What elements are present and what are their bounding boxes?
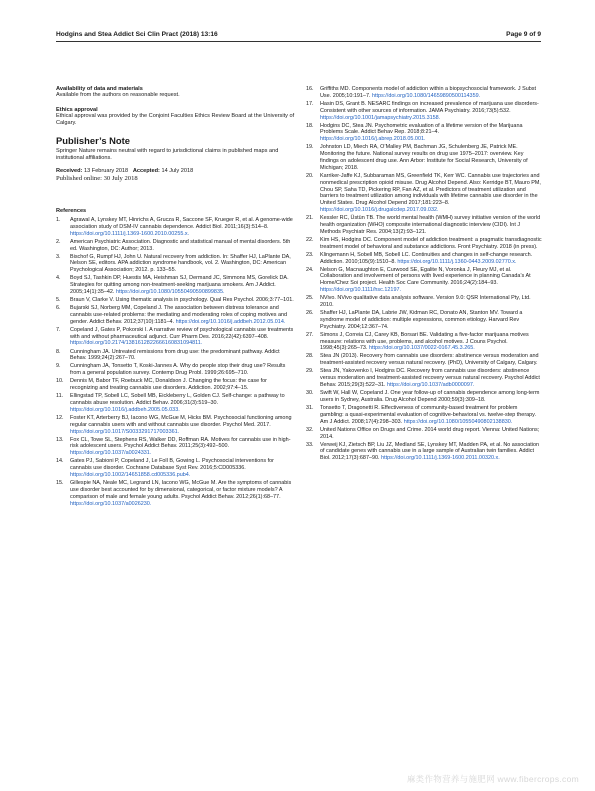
reference-item	[56, 480, 296, 507]
reference-doi-link[interactable]: https://doi.org/10.1037/0022-0167.45.3.265.	[368, 345, 475, 352]
reference-doi-link[interactable]: https://doi.org/10.1080/10550490590899835.	[115, 289, 225, 295]
reference-number: 29.	[306, 368, 314, 375]
reference-number: 24.	[306, 266, 314, 273]
reference-doi-link[interactable]: https://doi.org/10.1111/j.1369-1600.2011.00320.x.	[381, 455, 500, 462]
availability-section	[56, 86, 296, 99]
reference-text: Hodgins DC, Stea JN. Psychometric evaluation of a lifetime version of the Marijuana Problems Scale. Addict Behav Rep. 2018;8:21–4.	[320, 122, 523, 136]
reference-number: 12.	[56, 414, 64, 421]
reference-item	[306, 310, 542, 331]
reference-number: 14.	[56, 458, 64, 465]
reference-item	[306, 368, 542, 389]
reference-text: Nelson G, Macnaughton E, Curwood SE, Egalite N, Voronka J, Fleury MJ, et al. Collaboration and involvement of persons with lived experience in planning Canada’s At Home/Chez Soi project. Health Soc Care Community. 2016;24(2):184–93.	[320, 266, 531, 287]
reference-text: Fox CL, Towe SL, Stephens RS, Walker DD, Roffman RA. Motives for cannabis use in high-risk adolescent users. Psychol Addict Behav. 2011;25(3):492–500.	[70, 436, 291, 450]
reference-number: 27.	[306, 331, 314, 338]
reference-doi-link[interactable]: https://doi.org/10.1037/adb0000097.	[387, 382, 475, 389]
reference-text: Karriker-Jaffe KJ, Subbaraman MS, Greenfield TK, Kerr WC. Cannabis use trajectories and nonmedical prescription opioid misuse. Drug Alcohol Depend. Also: Kerridge BT, Mauro PM, Chou SP, Saha TD, Pickering RP, Fan AZ, et al. Predictors of treatment utilization and barriers to treatment utilization among individuals with lifetime cannabis use disorder in the United States. Drug Alcohol Depend 2017;181:223–8.	[320, 172, 541, 207]
reference-item	[56, 363, 296, 377]
reference-text: Cunningham JA, Tonsetto T, Koski-Jannes A. Why do people stop their drug use? Results from a general population survey. Contemp Drug Probl. 1999;26:695–710.	[70, 363, 286, 377]
reference-doi-link[interactable]: https://doi.org/10.1037/a0026230.	[70, 500, 152, 507]
reference-number: 33.	[306, 441, 314, 448]
publisher-note-text: Springer Nature remains neutral with regard to jurisdictional claims in published maps and institutional affiliations.	[56, 148, 279, 161]
reference-item	[306, 267, 542, 294]
reference-list-right	[306, 86, 542, 462]
reference-item	[306, 405, 542, 426]
reference-item	[306, 442, 542, 463]
reference-item	[306, 123, 542, 144]
reference-text: Boyd SJ, Tashkin DP, Huestis MA, Heishman SJ, Dermand JC, Simmons MS, Gorelick DA. Strategies for quitting among non-treatment-seeking marijuana smokers. Am J Addict. 2005;14(1):35–42.	[70, 275, 289, 295]
reference-item	[306, 144, 542, 171]
reference-item	[56, 275, 296, 296]
article-dates	[56, 168, 296, 175]
availability-title: Availability of data and materials	[56, 86, 143, 92]
reference-text: Griffiths MD. Components model of addiction within a biopsychosocial framework. J Subst Use. 2005;10:191–7.	[320, 86, 536, 99]
header-rule	[56, 41, 541, 42]
reference-number: 25.	[306, 295, 314, 302]
reference-number: 28.	[306, 353, 314, 360]
reference-number: 22.	[306, 236, 314, 243]
reference-text: Johnston LD, Miech RA, O’Malley PM, Bachman JG, Schulenberg JE, Patrick ME. Monitoring the future. National survey results on drug use 1975–2017: overview. Key findings on adolescent drug use. Ann Arbor: Institute for Social Research, University of Michigan; 2018.	[320, 144, 528, 171]
reference-text: Agrawal A, Lynskey MT, Hinrichs A, Grucza R, Saccone SF, Krueger R, et al. A genome-wide association study of DSM-IV cannabis dependence. Addict Biol. 2011;16(3):514–8.	[70, 217, 293, 230]
reference-number: 9.	[56, 363, 61, 370]
reference-text: Bujarski SJ, Norberg MM, Copeland J. The association between distress tolerance and cannabis use-related problems: the mediating and moderating roles of coping motives and gender. Addict Behav. 2012;37(10):1181–4.	[70, 305, 288, 325]
reference-number: 2.	[56, 238, 61, 245]
reference-item	[306, 237, 542, 251]
reference-item	[306, 86, 542, 100]
availability-text: Available from the authors on reasonable request.	[56, 92, 180, 98]
reference-text: Stea JN, Yakovenko I, Hodgins DC. Recovery from cannabis use disorders: abstinence versus moderation and treatment-assisted recovery versus natural recovery. Psychol Addict Behav. 2015;29(3):522–31.	[320, 368, 540, 389]
reference-item	[56, 297, 296, 304]
reference-item	[306, 390, 542, 404]
reference-text: Verweij KJ, Zietsch BP, Liu JZ, Medland SE, Lynskey MT, Madden PA, et al. No association of candidate genes with cannabis use in a large sample of Australian twin families. Addict Biol. 2012;17(3):687–90.	[320, 441, 540, 462]
reference-doi-link[interactable]: https://doi.org/10.1080/10550490802138830.	[403, 418, 513, 425]
reference-text: Hasin DS, Grant B. NESARC findings on increased prevalence of marijuana use disorders-Consistent with other sources of information. JAMA Psychiatry. 2016;73(5):532.	[320, 100, 539, 114]
published-online-date: Published online: 30 July 2018	[56, 175, 138, 182]
received-label: Received:	[56, 168, 83, 174]
reference-number: 21.	[306, 215, 314, 222]
reference-number: 4.	[56, 275, 61, 282]
reference-item	[306, 295, 542, 309]
references-title: References	[56, 208, 87, 214]
reference-number: 23.	[306, 251, 314, 258]
reference-text: Shaffer HJ, LaPlante DA, Labrie JW, Kidman RC, Donato AN, Stanton MV. Toward a syndrome model of addiction: multiple expressions, common etiology. Harvard Rev Psychiatry. 2004;12:367–74.	[320, 310, 523, 330]
reference-doi-link[interactable]: https://doi.org/10.1111/j.1369-1600.2010.00255.x.	[70, 230, 190, 237]
reference-item	[56, 415, 296, 436]
reference-doi-link[interactable]: https://doi.org/10.1017/S0033291717003361.	[70, 428, 180, 435]
reference-text: Stea JN (2013). Recovery from cannabis use disorders: abstinence versus moderation and treatment-assisted recovery versus natural recovery. (PhD), University of Calgary, Calgary.	[320, 353, 539, 367]
reference-item	[56, 305, 296, 326]
reference-number: 3.	[56, 253, 61, 260]
reference-text: Braun V, Clarke V. Using thematic analysis in psychology. Qual Res Psychol. 2006;3:77–101.	[70, 297, 294, 304]
page-number: Page 9 of 9	[506, 31, 541, 38]
reference-doi-link[interactable]: https://doi.org/10.1001/jamapsychiatry.2015.3158.	[320, 114, 441, 121]
reference-number: 30.	[306, 390, 314, 397]
reference-text: Cunningham JA. Untreated remissions from drug use: the predominant pathway. Addict Behav. 1999;24(2):267–70.	[70, 348, 280, 362]
reference-text: Dennis M, Babor TF, Roebuck MC, Donaldson J. Changing the focus: the case for recognizing and treating cannabis use disorders. Addiction. 2002;97:4–15.	[70, 378, 267, 392]
ethics-text: Ethical approval was provided by the Conjoint Faculties Ethics Review Board at the University of Calgary.	[56, 113, 295, 126]
reference-text: Copeland J, Gates P, Pokorski I. A narrative review of psychological cannabis use treatments with and without pharmaceutical adjunct. Curr Pharm Des. 2016;22(42):6397–408.	[70, 326, 294, 340]
ethics-section	[56, 107, 296, 127]
reference-doi-link[interactable]: https://doi.org/10.1016/j.abrep.2018.05.001.	[320, 136, 426, 143]
reference-item	[306, 353, 542, 367]
reference-item	[56, 254, 296, 275]
reference-number: 11.	[56, 393, 64, 400]
reference-item	[306, 101, 542, 122]
reference-text: American Psychiatric Association. Diagnostic and statistical manual of mental disorders. 5th ed. Washington, DC: Author; 2013.	[70, 238, 291, 252]
reference-text: NVivo. NVivo qualitative data analysis software. Version 9.0: QSR International Pty, Ltd. 2010.	[320, 295, 531, 308]
reference-item	[306, 252, 542, 266]
accepted-label: Accepted:	[132, 168, 160, 174]
accepted-date: 14 July 2018	[161, 168, 194, 174]
reference-list-left	[56, 217, 296, 507]
reference-text: Kessler RC, Üstün TB. The world mental health (WMH) survey initiative version of the world health organization (WHO) composite international diagnostic interview (CIDI). Int J Methods Psychiatr Res. 2004;13(2):93–121.	[320, 215, 541, 235]
reference-text: United Nations Office on Drugs and Crime. 2014 world drug report. Vienna: United Nations; 2014.	[320, 426, 540, 440]
reference-item	[56, 378, 296, 392]
reference-text: Klingemann H, Sobell MB, Sobell LC. Continuities and changes in self-change research. Addiction. 2010;105(9):1510–8.	[320, 251, 533, 265]
reference-doi-link[interactable]: https://doi.org/10.1016/j.drugalcdep.2017.09.032.	[320, 207, 439, 214]
reference-text: Foster KT, Arterberry BJ, Iacono WG, McGue M, Hicks BM. Psychosocial functioning among regular cannabis users with and without cannabis use disorder. Psychol Med. 2017.	[70, 414, 292, 428]
reference-text: Ellingstad TP, Sobell LC, Sobell MB, Eickleberry L, Golden CJ. Self-change: a pathway to cannabis abuse resolution. Addict Behav. 2006;31(3):519–30.	[70, 393, 285, 406]
reference-number: 32.	[306, 426, 314, 433]
reference-text: Gates PJ, Sabioni P, Copeland J, Le Foll B, Gowing L. Psychosocial interventions for cannabis use disorder. Cochrane Database Syst Rev. 2016;5:CD005336.	[70, 458, 274, 472]
reference-number: 15.	[56, 480, 64, 486]
reference-number: 1.	[56, 217, 61, 223]
reference-item	[306, 332, 542, 353]
reference-item	[56, 239, 296, 253]
reference-doi-link[interactable]: https://doi.org/10.1016/j.addbeh.2012.05.014.	[175, 318, 286, 325]
reference-item	[56, 327, 296, 348]
reference-text: Swift W, Hall W, Copeland J. One year follow-up of cannabis dependence among long-term users in Sydney, Australia. Drug Alcohol Depend 2000;59(3):309–18.	[320, 390, 540, 403]
reference-doi-link[interactable]: https://doi.org/10.1016/j.addbeh.2005.05.033.	[70, 406, 180, 413]
reference-text: Simons J, Correia CJ, Carey KB, Borsari BE. Validating a five-factor marijuana motives measure: relations with use, problems, and alcohol motives. J Couns Psychol. 1998;45(3):265–73.	[320, 331, 529, 352]
reference-number: 20.	[306, 172, 314, 179]
reference-item	[306, 215, 542, 236]
reference-number: 31.	[306, 404, 314, 411]
reference-item	[56, 349, 296, 363]
reference-number: 6.	[56, 305, 61, 312]
publisher-note-section	[56, 135, 296, 162]
reference-number: 17.	[306, 100, 314, 107]
reference-item	[56, 458, 296, 479]
reference-number: 16.	[306, 86, 314, 92]
reference-text: Tonsetto T, Dragonetti R. Effectiveness of community-based treatment for problem gambling: a quasi-experimental evaluation of cognitive-behavioral vs. twelve-step therapy. Am J Addict. 2008;17(4):298–303.	[320, 404, 537, 425]
publisher-note-title: Publisher’s Note	[56, 135, 130, 146]
reference-doi-link[interactable]: https://doi.org/10.2174/1381612822666160831094811.	[70, 340, 203, 347]
right-column	[306, 86, 542, 463]
reference-item	[306, 173, 542, 214]
running-header-citation: Hodgins and Stea Addict Sci Clin Pract (2018) 13:16	[56, 31, 218, 38]
reference-item	[56, 437, 296, 458]
reference-doi-link[interactable]: https://doi.org/10.1111/j.1360-0443.2009.02770.x.	[397, 258, 517, 265]
received-date: 13 February 2018	[84, 168, 129, 174]
left-column	[56, 86, 296, 509]
reference-number: 7.	[56, 326, 61, 333]
reference-number: 8.	[56, 348, 61, 355]
reference-doi-link[interactable]: https://doi.org/10.1111/hsc.12197.	[320, 287, 402, 294]
reference-number: 10.	[56, 378, 64, 385]
reference-doi-link[interactable]: https://doi.org/10.1002/14651858.cd005336.pub4.	[70, 471, 191, 478]
watermark: 麻类作物营养与施肥网 www.fibercrops.com	[406, 774, 579, 784]
reference-doi-link[interactable]: https://doi.org/10.1037/a0024331.	[70, 450, 152, 457]
reference-text: Bischof G, Rumpf HJ, John U. Natural recovery from addiction. In: Shaffer HJ, LaPlante DA, Nelson SE, editors. APA addiction syndrome handbook, vol. 2. Washington, DC: American Psychological Association; 2012. p. 133–55.	[70, 253, 291, 274]
reference-number: 13.	[56, 436, 64, 443]
reference-doi-link[interactable]: https://doi.org/10.1080/14659890500114359.	[372, 92, 481, 99]
ethics-title: Ethics approval	[56, 107, 98, 113]
reference-item	[56, 217, 296, 238]
reference-text: Kim HS, Hodgins DC. Component model of addiction treatment: a pragmatic transdiagnostic treatment model of behavioral and substance addictions. Front Psychiatry. 2018 (in press).	[320, 236, 542, 250]
reference-number: 26.	[306, 310, 314, 317]
reference-number: 18.	[306, 122, 314, 129]
reference-number: 5.	[56, 297, 61, 304]
reference-text: Gillespie NA, Neale MC, Legrand LN, Iacono WG, McGue M. Are the symptoms of cannabis use disorder best accounted for by dimensional, categorical, or factor mixture models? A comparison of male and female young adults. Psychol Addict Behav. 2012;26(1):68–77.	[70, 480, 292, 500]
reference-item	[306, 427, 542, 441]
reference-item	[56, 393, 296, 414]
reference-number: 19.	[306, 144, 314, 151]
